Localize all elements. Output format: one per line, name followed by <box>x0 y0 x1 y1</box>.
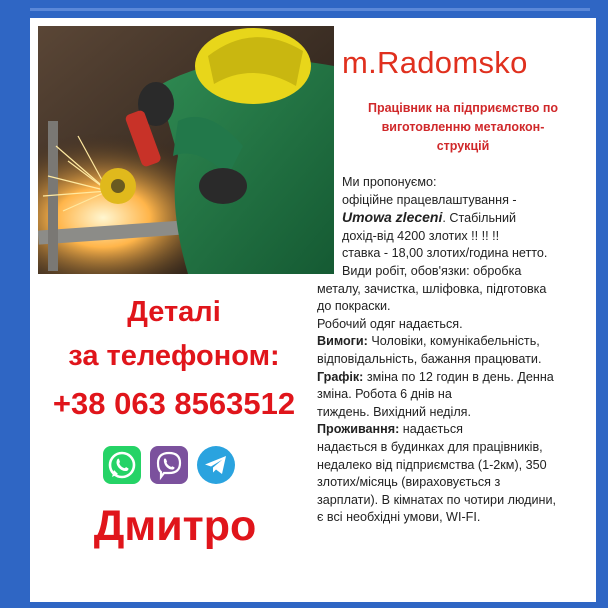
contract-type: Umowa zleceni <box>342 209 443 226</box>
frame-left <box>0 0 30 608</box>
offer-contract <box>317 209 587 228</box>
offer-stable: . Стабільний <box>442 211 517 226</box>
offer-duties-2: металу, зачистка, шліфовка, підготовка <box>317 281 547 296</box>
housing-4: злотих/місяць (вираховується з <box>317 475 501 490</box>
requirements-2: відповідальність, бажання працювати. <box>317 351 542 366</box>
schedule-label: Графік: <box>317 369 364 384</box>
housing-5: зарплати). В кімнатах по чотири людини, <box>317 492 556 507</box>
offer-clothing: Робочий одяг надається. <box>317 316 463 331</box>
schedule-text: зміна по 12 годин в день. Денна <box>363 369 554 384</box>
offer-employment: офіційне працевлаштування - <box>342 192 517 207</box>
requirements-text: Чоловіки, комунікабельність, <box>367 334 540 349</box>
housing-6: є всі необхідні умови, WI-FI. <box>317 510 481 525</box>
offer-income: дохід-від 4200 злотих !! !! !! <box>342 228 500 243</box>
offer-duties-3: до покраски. <box>317 299 391 314</box>
frame-bottom <box>0 602 608 608</box>
subtitle-line: виготовленню металокон- <box>381 120 545 134</box>
frame-top-strip <box>30 8 590 11</box>
housing-text: надається <box>399 422 463 437</box>
subtitle-line: струкцій <box>436 139 490 153</box>
subtitle-line: Працівник на підприємство по <box>367 101 559 115</box>
telegram-icon[interactable] <box>197 446 235 484</box>
offer-rate: ставка - 18,00 злотих/година нетто. <box>342 246 548 261</box>
contact-details-label: Деталі <box>127 296 221 328</box>
messenger-icons <box>103 446 243 486</box>
job-description <box>317 174 587 527</box>
offer-duties: Види робіт, обов'язки: обробка <box>342 263 522 278</box>
contact-phone-label: за телефоном: <box>68 340 280 372</box>
requirements-label: Вимоги: <box>317 334 368 349</box>
housing-2: надається в будинках для працівників, <box>317 439 543 454</box>
housing <box>317 421 587 439</box>
city-title: m.Radomsko <box>342 45 528 80</box>
viber-icon[interactable] <box>150 446 188 484</box>
offer-intro: Ми пропонуємо: <box>342 175 437 189</box>
whatsapp-icon[interactable] <box>103 446 141 484</box>
contact-name: Дмитро <box>93 502 257 550</box>
housing-label: Проживання: <box>317 422 400 437</box>
housing-3: недалеко від підприємства (1-2км), 350 <box>317 457 547 472</box>
job-subtitle <box>345 99 581 156</box>
schedule <box>317 369 587 387</box>
frame-right <box>596 0 608 608</box>
phone-number[interactable]: +38 063 8563512 <box>52 386 296 421</box>
requirements <box>317 333 587 351</box>
schedule-2: зміна. Робота 6 днів на <box>317 387 452 402</box>
welder-photo <box>38 26 334 274</box>
schedule-3: тиждень. Вихідний неділя. <box>317 404 471 419</box>
